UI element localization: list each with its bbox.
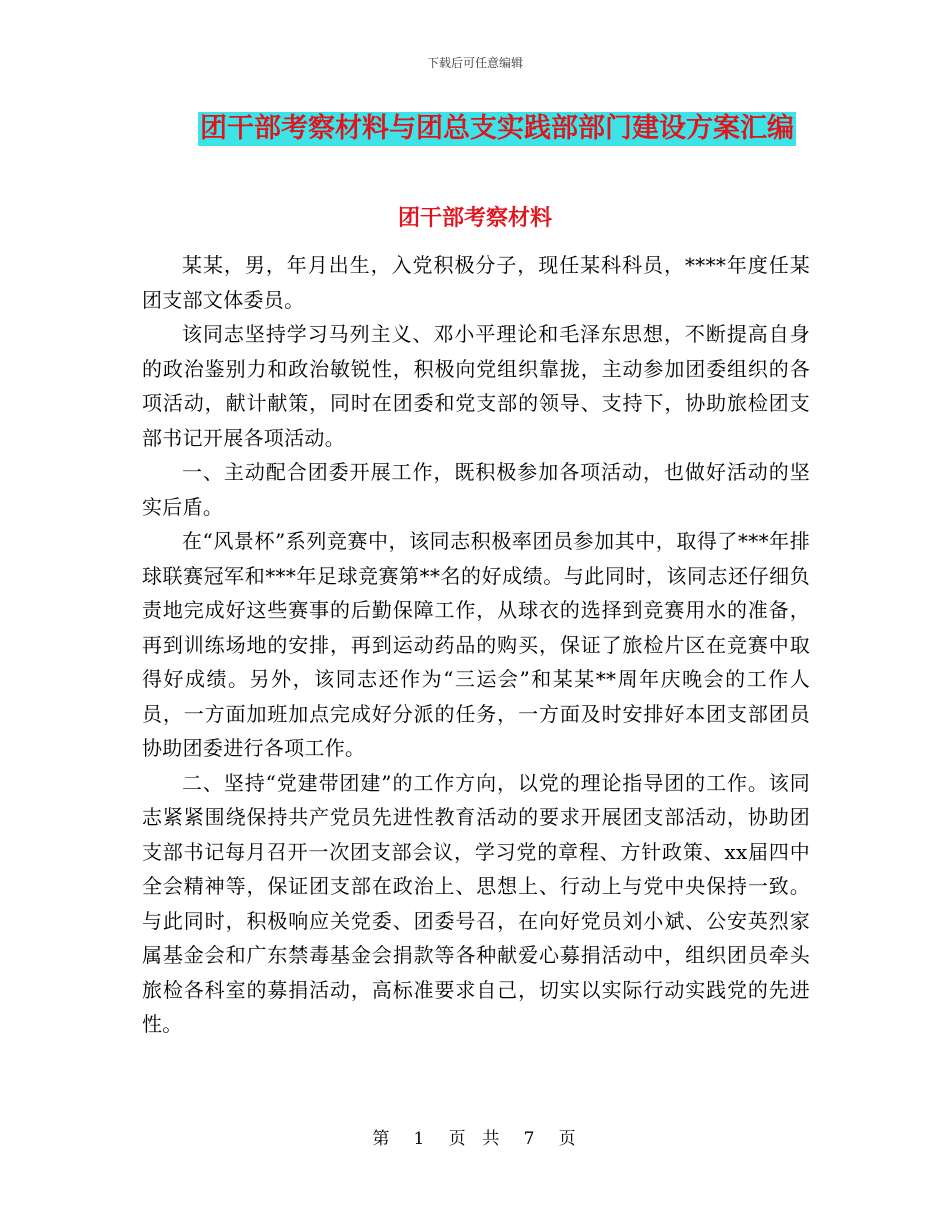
paragraph: 二、坚持“党建带团建”的工作方向，以党的理论指导团的工作。该同志紧紧围绕保持共产党员先进性教育活动的要求开展团支部活动，协助团支部书记每月召开一次团支部会议，学习党的章程、方针政策、xx届四中全会精神等，保证团支部在政治上、思想上、行动上与党中央保持一致。与此同时，积极响应关党委、团委号召，在向好党员刘小斌、公安英烈家属基金会和广东禁毒基金会捐款等各种献爱心募捐活动中，组织团员牵头旅检各科室的募捐活动，高标准要求自己，切实以实际行动实践党的先进性。 — [142, 770, 810, 1036]
document-body — [142, 248, 810, 1042]
footer-suffix: 页 — [558, 1129, 578, 1149]
document-title-container — [0, 112, 950, 146]
footer-total-pages: 7 — [523, 1129, 537, 1149]
header-note: 下载后可任意编辑 — [426, 56, 523, 70]
page-footer — [0, 1124, 950, 1149]
paragraph: 在“风景杯”系列竞赛中，该同志积极率团员参加其中，取得了***年排球联赛冠军和***年足球竞赛第**名的好成绩。与此同时，该同志还仔细负责地完成好这些赛事的后勤保障工作，从球衣的选择到竞赛用水的准备，再到训练场地的安排，再到运动药品的购买，保证了旅检片区在竞赛中取得好成绩。另外，该同志还作为“三运会”和某某**周年庆晚会的工作人员，一方面加班加点完成好分派的任务，一方面及时安排好本团支部团员协助团委进行各项工作。 — [142, 529, 810, 760]
footer-page-number: 1 — [413, 1129, 427, 1149]
paragraph: 该同志坚持学习马列主义、邓小平理论和毛泽东思想，不断提高自身的政治鉴别力和政治敏锐性，积极向党组织靠拢，主动参加团委组织的各项活动，献计献策，同时在团委和党支部的领导、支持下，协助旅检团支部书记开展各项活动。 — [142, 322, 810, 450]
footer-prefix: 第 — [372, 1129, 392, 1149]
paragraph: 一、主动配合团委开展工作，既积极参加各项活动，也做好活动的坚实后盾。 — [142, 460, 810, 519]
footer-middle: 页 共 — [448, 1129, 502, 1149]
paragraph: 某某，男，年月出生，入党积极分子，现任某科科员，****年度任某团支部文体委员。 — [142, 253, 810, 312]
section-title: 团干部考察材料 — [397, 205, 552, 231]
document-title: 团干部考察材料与团总支实践部部门建设方案汇编 — [200, 113, 794, 144]
